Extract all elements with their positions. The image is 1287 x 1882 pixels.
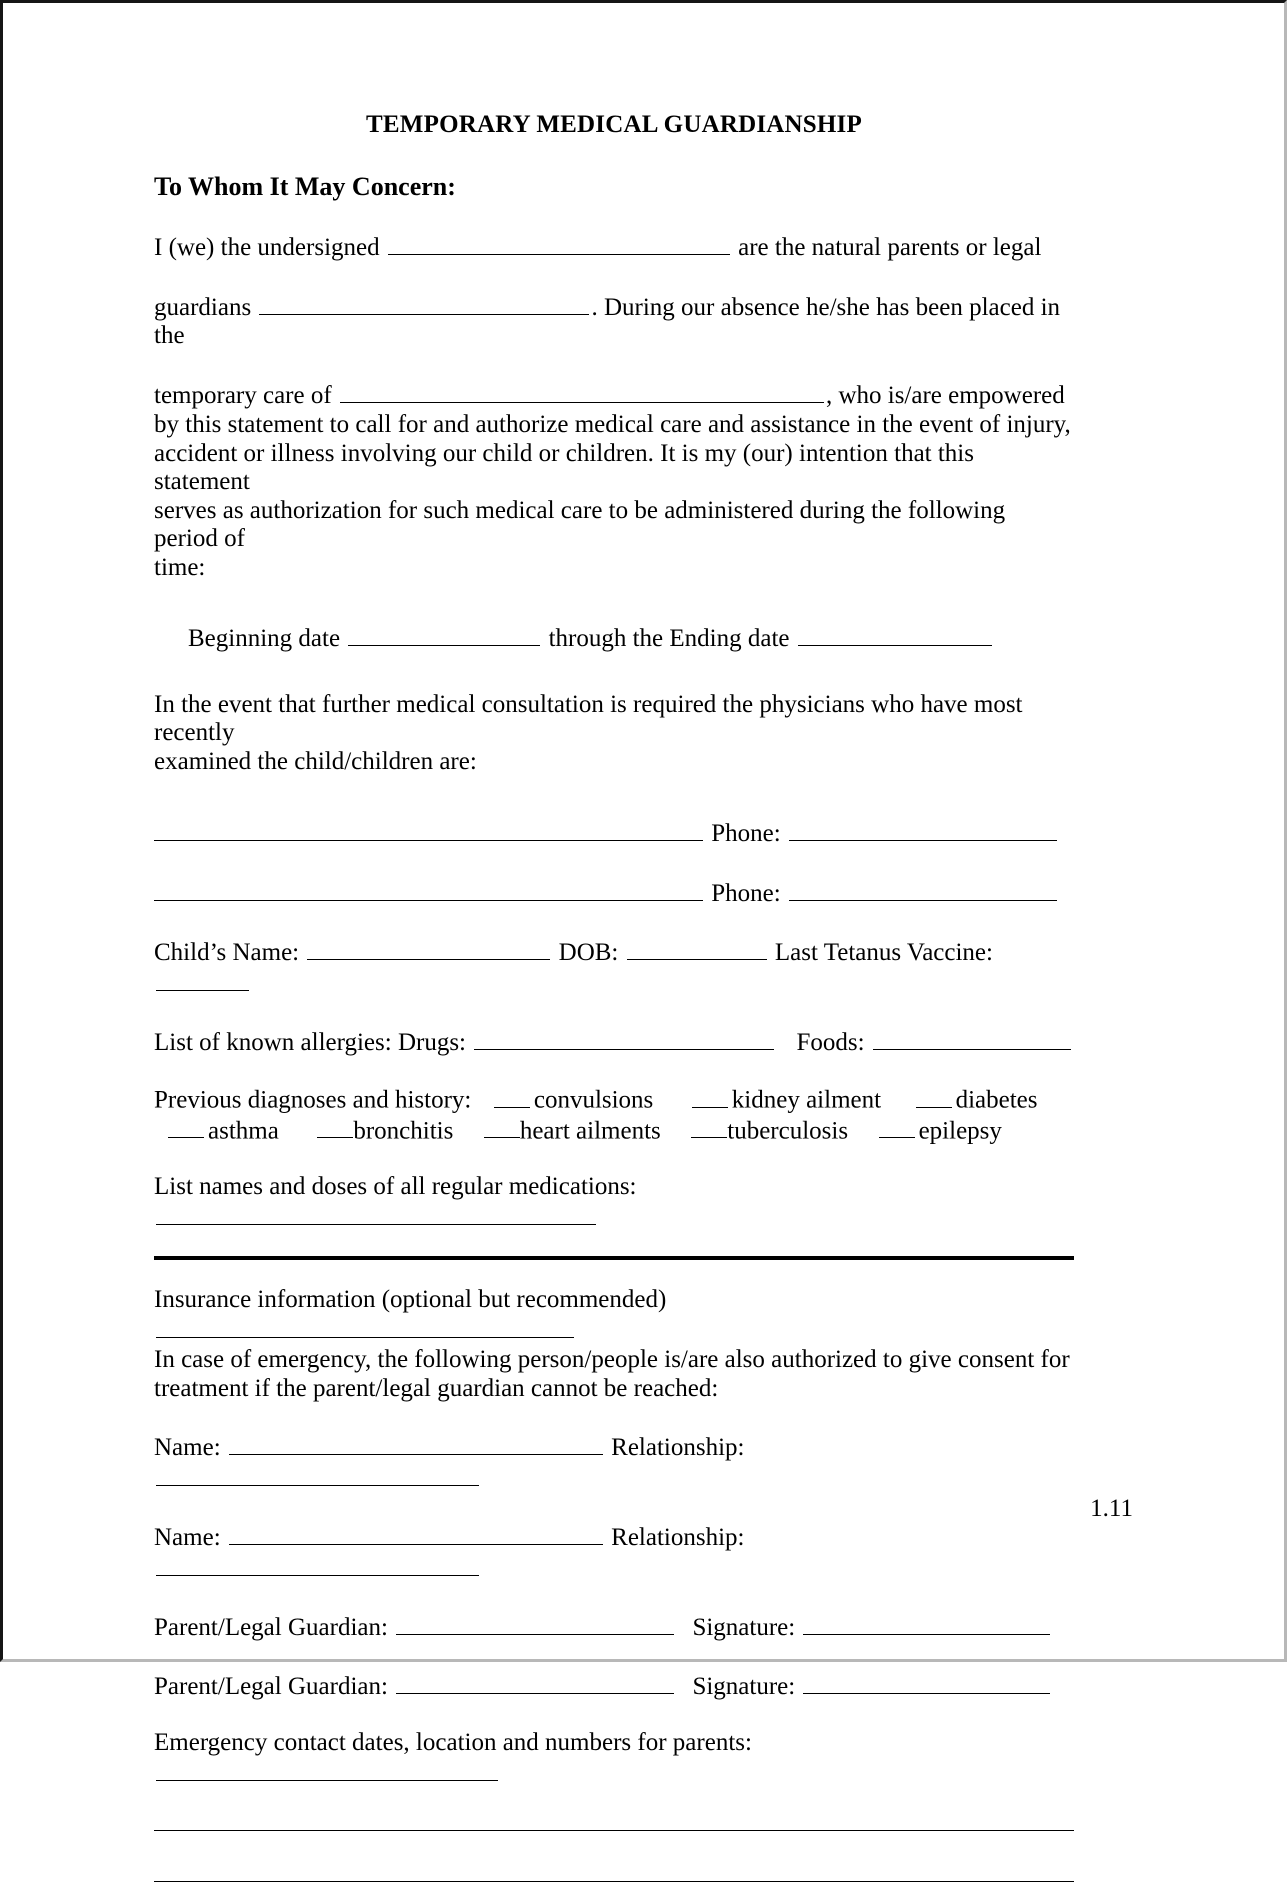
- guardian-2-signature-label: Signature:: [692, 1673, 796, 1701]
- undersigned-label: I (we) the undersigned: [154, 234, 380, 262]
- diagnoses-heart-check[interactable]: [484, 1116, 520, 1139]
- salutation-heading: To Whom It May Concern:: [154, 172, 456, 201]
- guardians-label: guardians: [154, 294, 252, 322]
- diagnoses-asthma-check[interactable]: [168, 1116, 204, 1139]
- child-name-label: Child’s Name:: [154, 939, 300, 967]
- physician-2-name-blank[interactable]: [154, 877, 703, 901]
- temporary-care-blank[interactable]: [340, 379, 824, 403]
- allergies-drugs-label: List of known allergies: Drugs:: [154, 1029, 466, 1057]
- free-write-line-1[interactable]: [154, 1830, 1074, 1831]
- guardian-2-signature-blank[interactable]: [803, 1670, 1050, 1694]
- diagnoses-tuberculosis-check[interactable]: [691, 1116, 727, 1139]
- temporary-care-label: temporary care of: [154, 382, 332, 410]
- physician-row-1: [154, 817, 1074, 848]
- contact-2-name-label: Name:: [154, 1524, 221, 1552]
- allergies-foods-blank[interactable]: [873, 1026, 1071, 1050]
- date-range-line: [154, 622, 1074, 653]
- ending-date-blank[interactable]: [798, 622, 992, 646]
- guardian-1-name-blank[interactable]: [396, 1611, 674, 1635]
- diagnoses-asthma-label: asthma: [208, 1117, 279, 1145]
- consultation-paragraph: [154, 691, 1074, 776]
- diagnoses-row-2: [154, 1116, 1074, 1146]
- emergency-consent-paragraph: [154, 1346, 1074, 1403]
- guardians-suffix: . During our absence he/she has been placed in the: [154, 294, 1061, 350]
- physician-row-2: [154, 877, 1074, 908]
- consultation-line-2: examined the child/children are:: [154, 748, 477, 776]
- guardian-row-1: [154, 1611, 1074, 1642]
- diagnoses-row-1: [154, 1085, 1074, 1115]
- insurance-blank[interactable]: [156, 1314, 574, 1338]
- page-title: TEMPORARY MEDICAL GUARDIANSHIP: [366, 111, 862, 138]
- diagnoses-convulsions-label: convulsions: [533, 1086, 654, 1114]
- child-name-blank[interactable]: [307, 936, 550, 960]
- medications-blank[interactable]: [156, 1201, 596, 1225]
- guardian-1-signature-label: Signature:: [692, 1614, 796, 1642]
- diagnoses-block: [154, 1085, 1074, 1145]
- diagnoses-tuberculosis-label: tuberculosis: [727, 1117, 849, 1145]
- emergency-consent-line-1: In case of emergency, the following person/people is/are also authorized to give consent for: [154, 1346, 1070, 1374]
- consultation-line-1: In the event that further medical consultation is required the physicians who have most recently: [154, 691, 1023, 747]
- emergency-contact-row: [154, 1729, 1074, 1788]
- form-content: [154, 7, 1074, 1882]
- contact-1-relationship-label: Relationship:: [611, 1434, 745, 1462]
- undersigned-suffix: are the natural parents or legal: [738, 234, 1042, 262]
- authorization-line-2: accident or illness involving our child or children. It is my (our) intention that this statement: [154, 440, 974, 496]
- allergies-row: [154, 1026, 1074, 1057]
- contact-row-2: [154, 1521, 1074, 1583]
- guardian-2-name-blank[interactable]: [396, 1670, 674, 1694]
- diagnoses-convulsions-check[interactable]: [494, 1085, 530, 1108]
- diagnoses-heart-label: heart ailments: [519, 1117, 661, 1145]
- undersigned-line: [154, 231, 1074, 262]
- authorization-line-1: by this statement to call for and authorize medical care and assistance in the event of injury,: [154, 411, 1071, 439]
- physician-1-name-blank[interactable]: [154, 817, 703, 841]
- physician-2-phone-blank[interactable]: [789, 877, 1057, 901]
- diagnoses-epilepsy-label: epilepsy: [918, 1117, 1002, 1145]
- beginning-date-blank[interactable]: [348, 622, 540, 646]
- insurance-label: Insurance information (optional but recommended): [154, 1286, 667, 1314]
- medications-label: List names and doses of all regular medications:: [154, 1173, 637, 1201]
- authorization-line-4: time:: [154, 554, 206, 582]
- emergency-contact-label: Emergency contact dates, location and numbers for parents:: [154, 1729, 752, 1757]
- contact-row-1: [154, 1431, 1074, 1493]
- authorization-line-3: serves as authorization for such medical care to be administered during the following period of: [154, 497, 1006, 553]
- free-write-line-1-wrap: [154, 1830, 1074, 1831]
- allergies-drugs-blank[interactable]: [474, 1026, 774, 1050]
- child-dob-label: DOB:: [558, 939, 619, 967]
- undersigned-blank[interactable]: [388, 231, 730, 255]
- contact-1-relationship-blank[interactable]: [156, 1462, 479, 1486]
- diagnoses-kidney-label: kidney ailment: [731, 1086, 882, 1114]
- medications-row: [154, 1173, 1074, 1232]
- guardian-2-label: Parent/Legal Guardian:: [154, 1673, 388, 1701]
- guardians-blank[interactable]: [259, 291, 589, 315]
- contact-1-name-blank[interactable]: [229, 1431, 603, 1455]
- guardian-1-label: Parent/Legal Guardian:: [154, 1614, 388, 1642]
- guardians-line: [154, 291, 1074, 350]
- tetanus-label: Last Tetanus Vaccine:: [774, 939, 993, 967]
- diagnoses-bronchitis-check[interactable]: [317, 1116, 353, 1139]
- diagnoses-kidney-check[interactable]: [692, 1085, 728, 1108]
- page-number: 1.11: [1090, 1495, 1133, 1522]
- temporary-care-line: [154, 379, 1074, 410]
- physician-1-phone-label: Phone:: [711, 820, 781, 848]
- page-inner-area: [6, 6, 1281, 1757]
- beginning-date-label: Beginning date: [188, 625, 341, 653]
- guardian-row-2: [154, 1670, 1074, 1701]
- emergency-contact-blank[interactable]: [156, 1757, 498, 1781]
- temporary-care-suffix: , who is/are empowered: [825, 382, 1065, 410]
- physician-1-phone-blank[interactable]: [789, 817, 1057, 841]
- ending-date-label: through the Ending date: [548, 625, 790, 653]
- diagnoses-epilepsy-check[interactable]: [879, 1116, 915, 1139]
- allergies-foods-label: Foods:: [796, 1029, 865, 1057]
- physician-2-phone-label: Phone:: [711, 880, 781, 908]
- contact-2-name-blank[interactable]: [229, 1521, 603, 1545]
- authorization-paragraph: [154, 411, 1074, 582]
- insurance-row: [154, 1286, 1074, 1345]
- diagnoses-diabetes-label: diabetes: [955, 1086, 1038, 1114]
- diagnoses-label: Previous diagnoses and history:: [154, 1086, 472, 1114]
- emergency-consent-line-2: treatment if the parent/legal guardian cannot be reached:: [154, 1375, 719, 1403]
- contact-2-relationship-label: Relationship:: [611, 1524, 745, 1552]
- diagnoses-diabetes-check[interactable]: [916, 1085, 952, 1108]
- contact-1-name-label: Name:: [154, 1434, 221, 1462]
- diagnoses-bronchitis-label: bronchitis: [353, 1117, 454, 1145]
- section-divider: [154, 1256, 1074, 1260]
- guardian-1-signature-blank[interactable]: [803, 1611, 1050, 1635]
- child-info-row: [154, 936, 1074, 998]
- contact-2-relationship-blank[interactable]: [156, 1552, 479, 1576]
- child-dob-blank[interactable]: [627, 936, 767, 960]
- tetanus-blank[interactable]: [156, 967, 249, 991]
